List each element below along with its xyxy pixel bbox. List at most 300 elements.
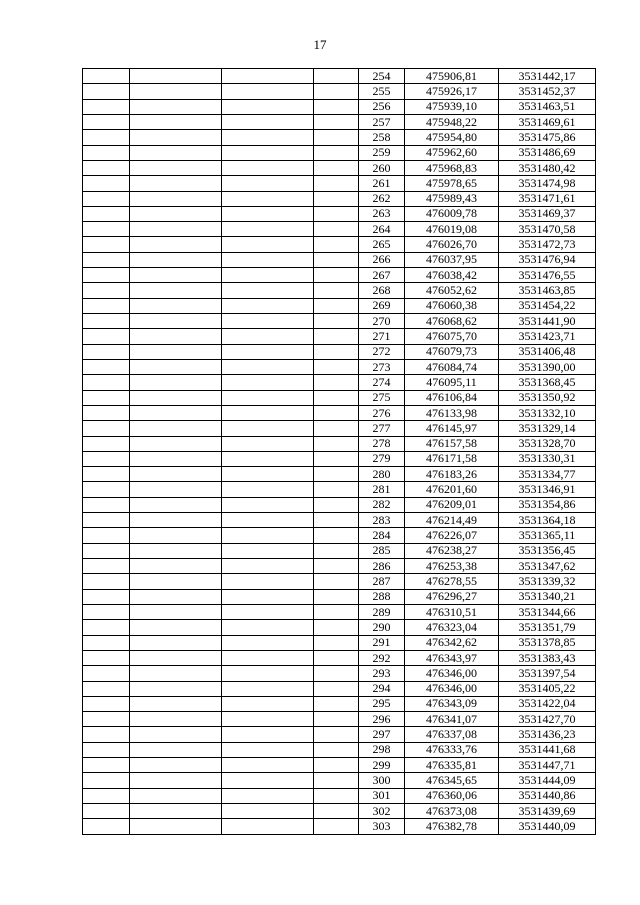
empty-cell — [83, 252, 130, 267]
y-coordinate-cell: 3531440,86 — [499, 788, 596, 803]
y-coordinate-cell: 3531344,66 — [499, 604, 596, 619]
empty-cell — [83, 298, 130, 313]
empty-cell — [83, 390, 130, 405]
empty-cell — [314, 513, 359, 528]
y-coordinate-cell: 3531383,43 — [499, 650, 596, 665]
empty-cell — [314, 589, 359, 604]
empty-cell — [130, 329, 222, 344]
y-coordinate-cell: 3531347,62 — [499, 559, 596, 574]
empty-cell — [130, 268, 222, 283]
x-coordinate-cell: 476214,49 — [405, 513, 499, 528]
table-row — [83, 482, 596, 497]
table-row — [83, 451, 596, 466]
point-number-cell: 267 — [359, 268, 405, 283]
point-number-cell: 262 — [359, 191, 405, 206]
y-coordinate-cell: 3531390,00 — [499, 359, 596, 374]
empty-cell — [83, 329, 130, 344]
empty-cell — [83, 191, 130, 206]
point-number-cell: 282 — [359, 497, 405, 512]
empty-cell — [83, 773, 130, 788]
x-coordinate-cell: 476360,06 — [405, 788, 499, 803]
table-row — [83, 773, 596, 788]
empty-cell — [83, 482, 130, 497]
y-coordinate-cell: 3531470,58 — [499, 222, 596, 237]
empty-cell — [130, 482, 222, 497]
empty-cell — [130, 405, 222, 420]
empty-cell — [130, 375, 222, 390]
empty-cell — [222, 191, 314, 206]
empty-cell — [314, 99, 359, 114]
point-number-cell: 264 — [359, 222, 405, 237]
empty-cell — [222, 359, 314, 374]
y-coordinate-cell: 3531444,09 — [499, 773, 596, 788]
empty-cell — [130, 84, 222, 99]
point-number-cell: 274 — [359, 375, 405, 390]
empty-cell — [222, 329, 314, 344]
x-coordinate-cell: 476310,51 — [405, 604, 499, 619]
x-coordinate-cell: 475968,83 — [405, 160, 499, 175]
empty-cell — [314, 145, 359, 160]
y-coordinate-cell: 3531423,71 — [499, 329, 596, 344]
empty-cell — [130, 421, 222, 436]
empty-cell — [314, 758, 359, 773]
x-coordinate-cell: 476346,00 — [405, 666, 499, 681]
y-coordinate-cell: 3531480,42 — [499, 160, 596, 175]
point-number-cell: 288 — [359, 589, 405, 604]
empty-cell — [130, 528, 222, 543]
table-row — [83, 559, 596, 574]
empty-cell — [222, 206, 314, 221]
empty-cell — [222, 712, 314, 727]
point-number-cell: 281 — [359, 482, 405, 497]
y-coordinate-cell: 3531365,11 — [499, 528, 596, 543]
empty-cell — [130, 788, 222, 803]
empty-cell — [130, 130, 222, 145]
empty-cell — [83, 268, 130, 283]
y-coordinate-cell: 3531397,54 — [499, 666, 596, 681]
empty-cell — [222, 252, 314, 267]
empty-cell — [83, 314, 130, 329]
point-number-cell: 291 — [359, 635, 405, 650]
y-coordinate-cell: 3531452,37 — [499, 84, 596, 99]
empty-cell — [314, 405, 359, 420]
table-row — [83, 788, 596, 803]
empty-cell — [130, 742, 222, 757]
empty-cell — [222, 758, 314, 773]
y-coordinate-cell: 3531368,45 — [499, 375, 596, 390]
table-row — [83, 421, 596, 436]
point-number-cell: 287 — [359, 574, 405, 589]
point-number-cell: 283 — [359, 513, 405, 528]
empty-cell — [314, 559, 359, 574]
point-number-cell: 271 — [359, 329, 405, 344]
empty-cell — [314, 712, 359, 727]
table-row — [83, 130, 596, 145]
point-number-cell: 297 — [359, 727, 405, 742]
point-number-cell: 292 — [359, 650, 405, 665]
empty-cell — [314, 69, 359, 84]
page-number: 17 — [313, 37, 327, 52]
empty-cell — [314, 819, 359, 834]
empty-cell — [314, 788, 359, 803]
empty-cell — [314, 114, 359, 129]
y-coordinate-cell: 3531378,85 — [499, 635, 596, 650]
empty-cell — [130, 666, 222, 681]
empty-cell — [222, 773, 314, 788]
empty-cell — [222, 635, 314, 650]
empty-cell — [83, 283, 130, 298]
table-row — [83, 681, 596, 696]
empty-cell — [314, 497, 359, 512]
table-row — [83, 513, 596, 528]
table-row — [83, 359, 596, 374]
empty-cell — [222, 99, 314, 114]
empty-cell — [83, 114, 130, 129]
empty-cell — [83, 99, 130, 114]
table-row — [83, 405, 596, 420]
empty-cell — [130, 681, 222, 696]
empty-cell — [130, 344, 222, 359]
empty-cell — [83, 666, 130, 681]
empty-cell — [83, 176, 130, 191]
x-coordinate-cell: 476075,70 — [405, 329, 499, 344]
empty-cell — [83, 405, 130, 420]
table-row — [83, 375, 596, 390]
table-row — [83, 804, 596, 819]
y-coordinate-cell: 3531463,85 — [499, 283, 596, 298]
empty-cell — [314, 222, 359, 237]
empty-cell — [130, 114, 222, 129]
table-row — [83, 237, 596, 252]
empty-cell — [83, 635, 130, 650]
point-number-cell: 258 — [359, 130, 405, 145]
table-row — [83, 206, 596, 221]
table-row — [83, 528, 596, 543]
empty-cell — [314, 635, 359, 650]
empty-cell — [314, 191, 359, 206]
empty-cell — [83, 620, 130, 635]
empty-cell — [314, 84, 359, 99]
empty-cell — [314, 436, 359, 451]
empty-cell — [83, 359, 130, 374]
empty-cell — [314, 773, 359, 788]
empty-cell — [83, 421, 130, 436]
empty-cell — [222, 666, 314, 681]
empty-cell — [83, 375, 130, 390]
table-row — [83, 650, 596, 665]
y-coordinate-cell: 3531330,31 — [499, 451, 596, 466]
y-coordinate-cell: 3531339,32 — [499, 574, 596, 589]
empty-cell — [314, 237, 359, 252]
y-coordinate-cell: 3531427,70 — [499, 712, 596, 727]
y-coordinate-cell: 3531334,77 — [499, 467, 596, 482]
x-coordinate-cell: 476060,38 — [405, 298, 499, 313]
empty-cell — [222, 620, 314, 635]
point-number-cell: 285 — [359, 543, 405, 558]
table-row — [83, 69, 596, 84]
table-row — [83, 696, 596, 711]
y-coordinate-cell: 3531405,22 — [499, 681, 596, 696]
empty-cell — [130, 635, 222, 650]
empty-cell — [130, 559, 222, 574]
empty-cell — [314, 283, 359, 298]
x-coordinate-cell: 475948,22 — [405, 114, 499, 129]
x-coordinate-cell: 476079,73 — [405, 344, 499, 359]
empty-cell — [314, 696, 359, 711]
empty-cell — [130, 819, 222, 834]
empty-cell — [130, 604, 222, 619]
empty-cell — [222, 268, 314, 283]
empty-cell — [83, 145, 130, 160]
empty-cell — [314, 268, 359, 283]
empty-cell — [222, 375, 314, 390]
empty-cell — [130, 620, 222, 635]
x-coordinate-cell: 476335,81 — [405, 758, 499, 773]
point-number-cell: 289 — [359, 604, 405, 619]
x-coordinate-cell: 475962,60 — [405, 145, 499, 160]
empty-cell — [222, 513, 314, 528]
empty-cell — [222, 650, 314, 665]
table-row — [83, 589, 596, 604]
table-row — [83, 314, 596, 329]
table-row — [83, 666, 596, 681]
x-coordinate-cell: 476019,08 — [405, 222, 499, 237]
empty-cell — [83, 604, 130, 619]
empty-cell — [130, 206, 222, 221]
table-row — [83, 604, 596, 619]
empty-cell — [314, 543, 359, 558]
y-coordinate-cell: 3531332,10 — [499, 405, 596, 420]
point-number-cell: 276 — [359, 405, 405, 420]
x-coordinate-cell: 476333,76 — [405, 742, 499, 757]
empty-cell — [130, 773, 222, 788]
y-coordinate-cell: 3531463,51 — [499, 99, 596, 114]
table-row — [83, 467, 596, 482]
y-coordinate-cell: 3531474,98 — [499, 176, 596, 191]
x-coordinate-cell: 476209,01 — [405, 497, 499, 512]
point-number-cell: 269 — [359, 298, 405, 313]
empty-cell — [222, 237, 314, 252]
empty-cell — [83, 681, 130, 696]
point-number-cell: 298 — [359, 742, 405, 757]
point-number-cell: 265 — [359, 237, 405, 252]
y-coordinate-cell: 3531447,71 — [499, 758, 596, 773]
empty-cell — [314, 451, 359, 466]
point-number-cell: 303 — [359, 819, 405, 834]
x-coordinate-cell: 476226,07 — [405, 528, 499, 543]
y-coordinate-cell: 3531329,14 — [499, 421, 596, 436]
empty-cell — [130, 359, 222, 374]
empty-cell — [222, 314, 314, 329]
empty-cell — [83, 513, 130, 528]
empty-cell — [222, 283, 314, 298]
y-coordinate-cell: 3531475,86 — [499, 130, 596, 145]
table-row — [83, 176, 596, 191]
y-coordinate-cell: 3531476,94 — [499, 252, 596, 267]
point-number-cell: 273 — [359, 359, 405, 374]
table-row — [83, 114, 596, 129]
empty-cell — [314, 298, 359, 313]
empty-cell — [314, 390, 359, 405]
table-row — [83, 712, 596, 727]
empty-cell — [130, 298, 222, 313]
table-row — [83, 145, 596, 160]
empty-cell — [222, 727, 314, 742]
x-coordinate-cell: 476052,62 — [405, 283, 499, 298]
y-coordinate-cell: 3531364,18 — [499, 513, 596, 528]
empty-cell — [222, 559, 314, 574]
table-row — [83, 84, 596, 99]
y-coordinate-cell: 3531439,69 — [499, 804, 596, 819]
y-coordinate-cell: 3531340,21 — [499, 589, 596, 604]
empty-cell — [130, 497, 222, 512]
empty-cell — [222, 681, 314, 696]
empty-cell — [130, 237, 222, 252]
y-coordinate-cell: 3531476,55 — [499, 268, 596, 283]
empty-cell — [130, 436, 222, 451]
empty-cell — [83, 819, 130, 834]
empty-cell — [222, 298, 314, 313]
empty-cell — [130, 696, 222, 711]
table-row — [83, 268, 596, 283]
point-number-cell: 268 — [359, 283, 405, 298]
y-coordinate-cell: 3531422,04 — [499, 696, 596, 711]
y-coordinate-cell: 3531356,45 — [499, 543, 596, 558]
x-coordinate-cell: 475906,81 — [405, 69, 499, 84]
x-coordinate-cell: 476068,62 — [405, 314, 499, 329]
empty-cell — [222, 390, 314, 405]
table-row — [83, 99, 596, 114]
point-number-cell: 266 — [359, 252, 405, 267]
y-coordinate-cell: 3531486,69 — [499, 145, 596, 160]
x-coordinate-cell: 476026,70 — [405, 237, 499, 252]
empty-cell — [222, 589, 314, 604]
point-number-cell: 300 — [359, 773, 405, 788]
y-coordinate-cell: 3531350,92 — [499, 390, 596, 405]
y-coordinate-cell: 3531472,73 — [499, 237, 596, 252]
x-coordinate-cell: 476133,98 — [405, 405, 499, 420]
empty-cell — [130, 191, 222, 206]
empty-cell — [222, 405, 314, 420]
x-coordinate-cell: 476157,58 — [405, 436, 499, 451]
empty-cell — [83, 206, 130, 221]
point-number-cell: 261 — [359, 176, 405, 191]
table-row — [83, 819, 596, 834]
empty-cell — [130, 283, 222, 298]
empty-cell — [222, 84, 314, 99]
empty-cell — [314, 130, 359, 145]
empty-cell — [314, 650, 359, 665]
point-number-cell: 257 — [359, 114, 405, 129]
y-coordinate-cell: 3531469,37 — [499, 206, 596, 221]
y-coordinate-cell: 3531441,90 — [499, 314, 596, 329]
empty-cell — [130, 314, 222, 329]
x-coordinate-cell: 476373,08 — [405, 804, 499, 819]
empty-cell — [314, 252, 359, 267]
x-coordinate-cell: 476341,07 — [405, 712, 499, 727]
y-coordinate-cell: 3531441,68 — [499, 742, 596, 757]
empty-cell — [83, 758, 130, 773]
empty-cell — [83, 650, 130, 665]
y-coordinate-cell: 3531442,17 — [499, 69, 596, 84]
empty-cell — [222, 788, 314, 803]
empty-cell — [130, 574, 222, 589]
point-number-cell: 255 — [359, 84, 405, 99]
empty-cell — [222, 114, 314, 129]
empty-cell — [83, 742, 130, 757]
empty-cell — [83, 589, 130, 604]
empty-cell — [222, 497, 314, 512]
x-coordinate-cell: 476183,26 — [405, 467, 499, 482]
empty-cell — [83, 436, 130, 451]
empty-cell — [83, 804, 130, 819]
table-row — [83, 298, 596, 313]
empty-cell — [83, 574, 130, 589]
point-number-cell: 302 — [359, 804, 405, 819]
empty-cell — [130, 467, 222, 482]
empty-cell — [314, 176, 359, 191]
point-number-cell: 280 — [359, 467, 405, 482]
point-number-cell: 301 — [359, 788, 405, 803]
point-number-cell: 259 — [359, 145, 405, 160]
empty-cell — [314, 482, 359, 497]
empty-cell — [314, 375, 359, 390]
x-coordinate-cell: 476323,04 — [405, 620, 499, 635]
empty-cell — [130, 758, 222, 773]
empty-cell — [222, 222, 314, 237]
point-number-cell: 270 — [359, 314, 405, 329]
empty-cell — [314, 421, 359, 436]
table-row — [83, 758, 596, 773]
empty-cell — [314, 681, 359, 696]
empty-cell — [314, 620, 359, 635]
table-row — [83, 543, 596, 558]
y-coordinate-cell: 3531471,61 — [499, 191, 596, 206]
x-coordinate-cell: 476343,09 — [405, 696, 499, 711]
y-coordinate-cell: 3531354,86 — [499, 497, 596, 512]
empty-cell — [83, 696, 130, 711]
empty-cell — [314, 727, 359, 742]
y-coordinate-cell: 3531440,09 — [499, 819, 596, 834]
empty-cell — [130, 252, 222, 267]
coordinates-table — [82, 68, 596, 835]
table-row — [83, 344, 596, 359]
empty-cell — [83, 467, 130, 482]
empty-cell — [222, 421, 314, 436]
empty-cell — [222, 451, 314, 466]
empty-cell — [222, 145, 314, 160]
empty-cell — [83, 543, 130, 558]
y-coordinate-cell: 3531346,91 — [499, 482, 596, 497]
x-coordinate-cell: 475939,10 — [405, 99, 499, 114]
y-coordinate-cell: 3531469,61 — [499, 114, 596, 129]
empty-cell — [83, 237, 130, 252]
empty-cell — [222, 130, 314, 145]
x-coordinate-cell: 476278,55 — [405, 574, 499, 589]
x-coordinate-cell: 476238,27 — [405, 543, 499, 558]
table-row — [83, 436, 596, 451]
x-coordinate-cell: 476345,65 — [405, 773, 499, 788]
x-coordinate-cell: 476343,97 — [405, 650, 499, 665]
empty-cell — [314, 604, 359, 619]
x-coordinate-cell: 476171,58 — [405, 451, 499, 466]
empty-cell — [130, 650, 222, 665]
empty-cell — [222, 574, 314, 589]
point-number-cell: 284 — [359, 528, 405, 543]
empty-cell — [130, 176, 222, 191]
empty-cell — [130, 69, 222, 84]
empty-cell — [222, 467, 314, 482]
